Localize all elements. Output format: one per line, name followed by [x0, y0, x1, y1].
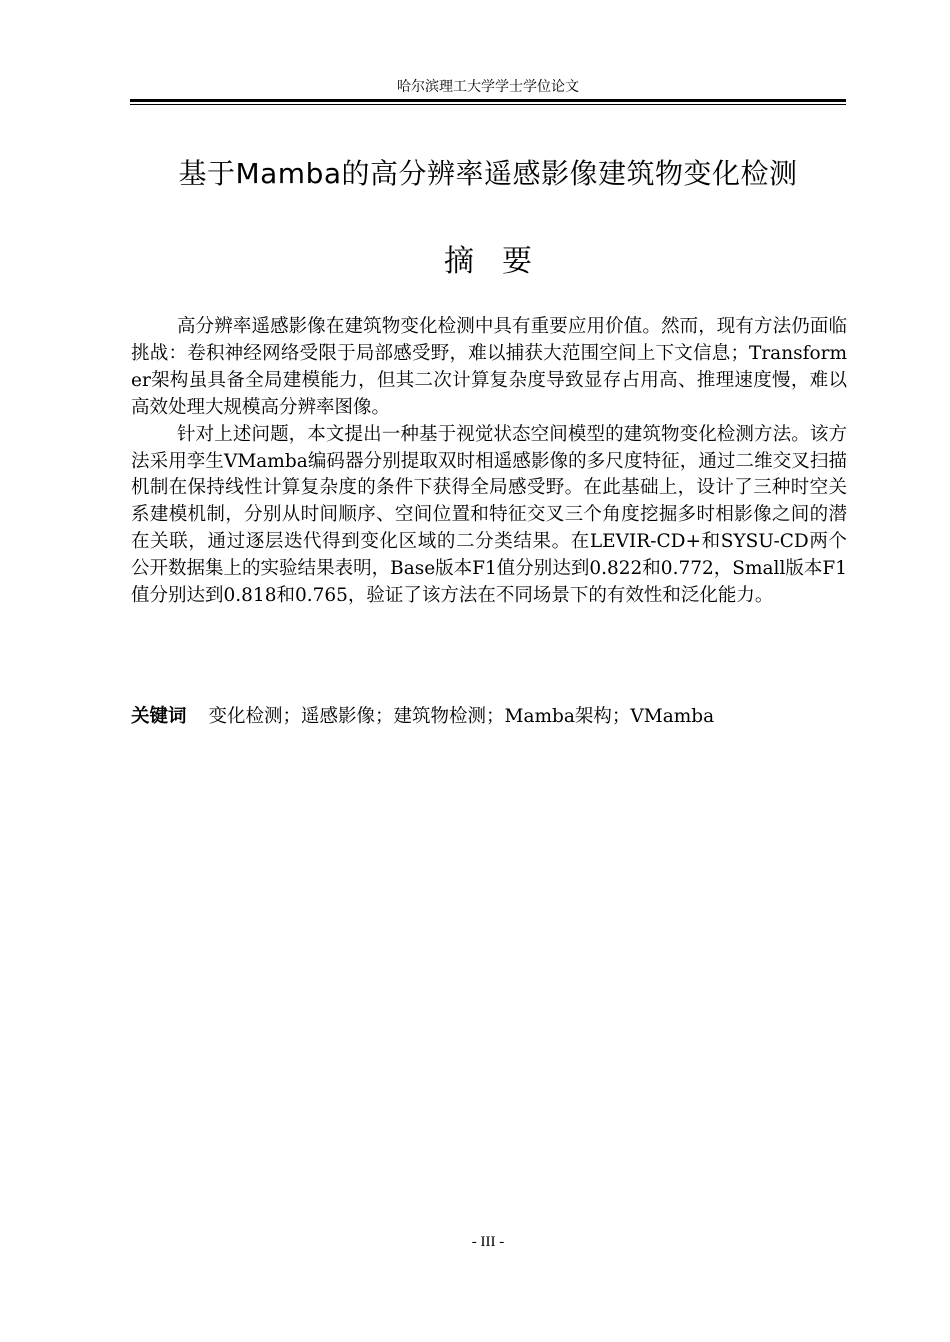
header-rule-thick: [130, 99, 846, 102]
abstract-paragraph-1: 高分辨率遥感影像在建筑物变化检测中具有重要应用价值。然而，现有方法仍面临挑战：卷积神经网络受限于局部感受野，难以捕获大范围空间上下文信息；Transformer架构虽具备全局建模能力，但其二次计算复杂度导致显存占用高、推理速度慢，难以高效处理大规模高分辨率图像。: [131, 316, 847, 418]
running-header: 哈尔滨理工大学学士学位论文: [397, 79, 579, 95]
thesis-title: 基于Mamba的高分辨率遥感影像建筑物变化检测: [178, 157, 798, 190]
keywords-label: 关键词: [131, 706, 187, 727]
abstract-body: [131, 314, 847, 610]
keywords-line: [131, 704, 847, 730]
header-rule-thin: [130, 104, 846, 105]
page-number: - III -: [471, 1234, 505, 1250]
keywords-text: 变化检测；遥感影像；建筑物检测；Mamba架构；VMamba: [208, 706, 715, 727]
abstract-heading: 摘要: [444, 244, 560, 279]
abstract-paragraph-2: 针对上述问题，本文提出一种基于视觉状态空间模型的建筑物变化检测方法。该方法采用孪生VMamba编码器分别提取双时相遥感影像的多尺度特征，通过二维交叉扫描机制在保持线性计算复杂度的条件下获得全局感受野。在此基础上，设计了三种时空关系建模机制，分别从时间顺序、空间位置和特征交叉三个角度挖掘多时相影像之间的潜在关联，通过逐层迭代得到变化区域的二分类结果。在LEVIR-CD+和SYSU-CD两个公开数据集上的实验结果表明，Base版本F1值分别达到0.822和0.772，Small版本F1值分别达到0.818和0.765，验证了该方法在不同场景下的有效性和泛化能力。: [131, 423, 847, 607]
